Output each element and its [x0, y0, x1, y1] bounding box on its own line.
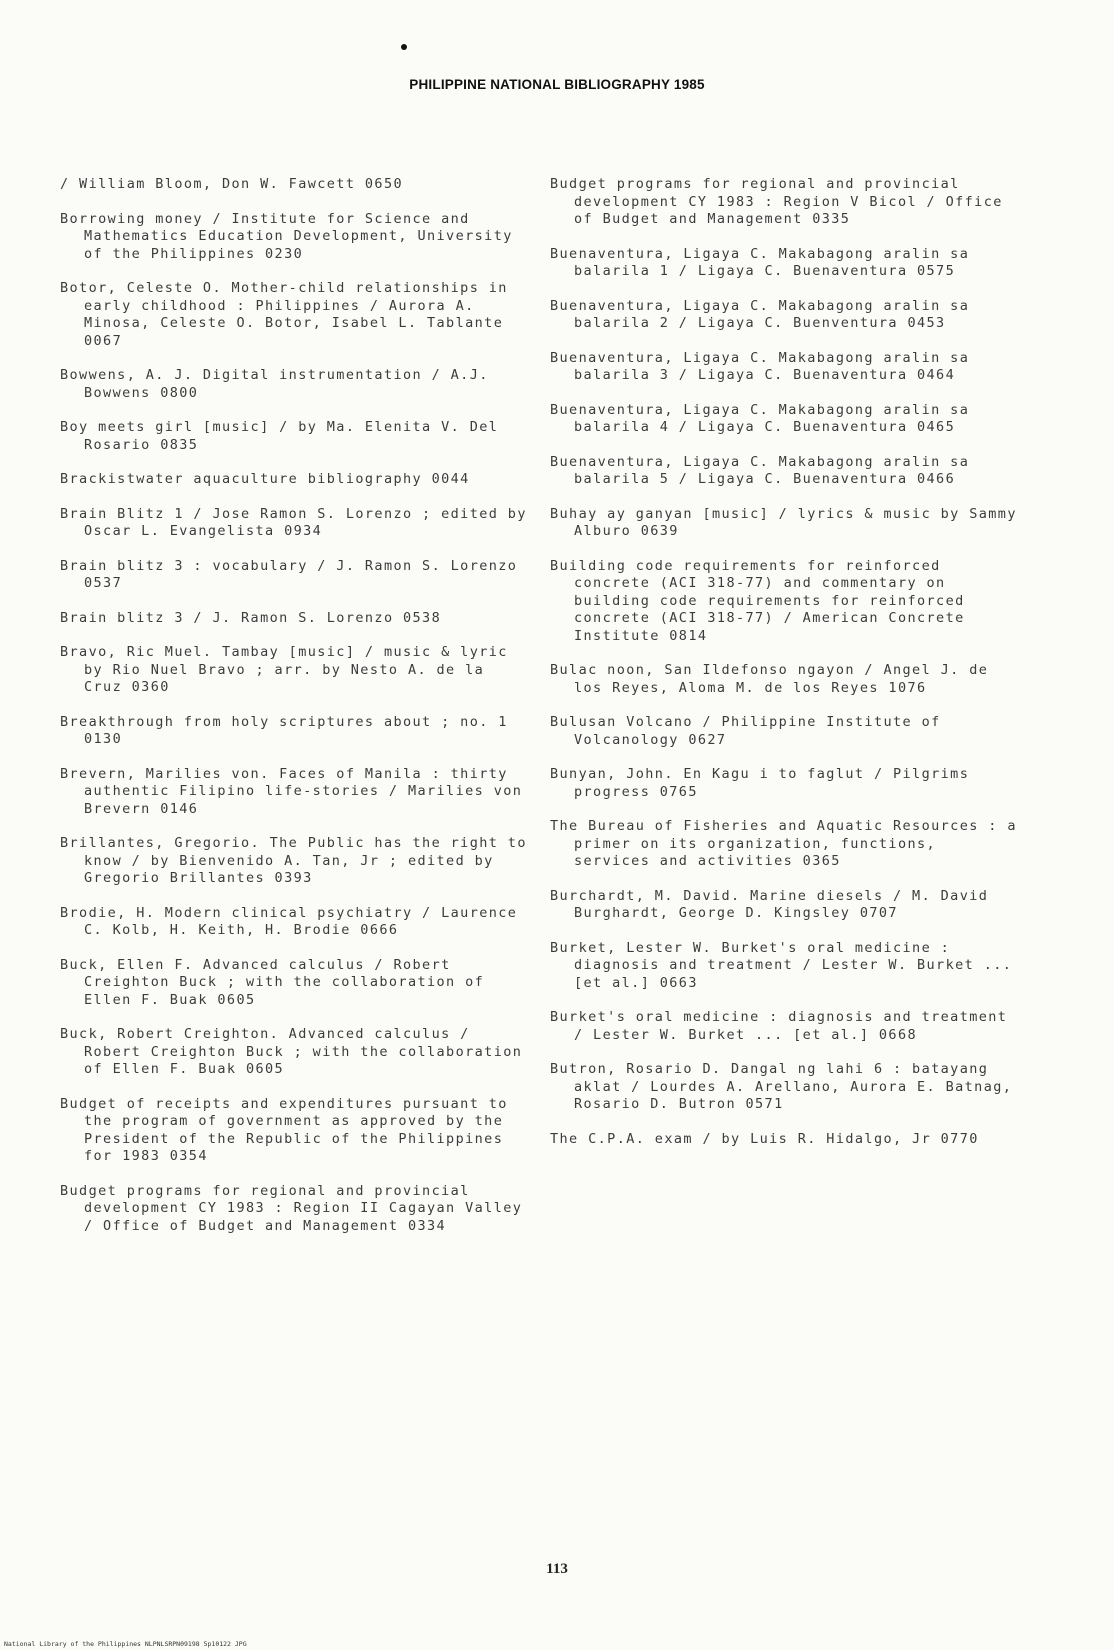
bibliography-entry: Brain Blitz 1 / Jose Ramon S. Lorenzo ; edited by Oscar L. Evangelista 0934: [60, 505, 537, 539]
bibliography-entry: Buenaventura, Ligaya C. Makabagong aralin sa balarila 2 / Ligaya C. Buenventura 0453: [550, 297, 979, 331]
page-number: 113: [546, 1561, 568, 1577]
bibliography-entry: Bravo, Ric Muel. Tambay [music] / music & lyric by Rio Nuel Bravo ; arr. by Nesto A. de la Cruz 0360: [60, 644, 518, 695]
bibliography-entry: Brillantes, Gregorio. The Public has the right to know / by Bienvenido A. Tan, Jr ; edited by Gregorio Brillantes 0393: [60, 835, 537, 886]
bibliography-entry: Brodie, H. Modern clinical psychiatry / Laurence C. Kolb, H. Keith, H. Brodie 0666: [60, 904, 527, 938]
bibliography-entry: Burket, Lester W. Burket's oral medicine : diagnosis and treatment / Lester W. Burket ... [et al.] 0663: [550, 939, 1022, 991]
bibliography-entry: Buhay ay ganyan [music] / lyrics & music by Sammy Alburo 0639: [550, 505, 1027, 539]
bibliography-entry: Butron, Rosario D. Dangal ng lahi 6 : batayang aklat / Lourdes A. Arellano, Aurora E. Batnag, Rosario D. Butron 0571: [550, 1061, 1022, 1112]
bibliography-entry: Bulusan Volcano / Philippine Institute of Volcanology 0627: [550, 714, 951, 748]
bibliography-entry: Building code requirements for reinforced concrete (ACI 318-77) and commentary on building code requirements for reinforced concrete (ACI 318-77) / American Concrete Institute 0814: [550, 557, 975, 644]
bibliography-entry: Botor, Celeste O. Mother-child relationships in early childhood : Philippines / Aurora A. Minosa, Celeste O. Botor, Isabel L. Tablante 0067: [60, 280, 518, 349]
ink-dot: [401, 44, 407, 50]
bibliography-entry: Bulac noon, San Ildefonso ngayon / Angel J. de los Reyes, Aloma M. de los Reyes 1076: [550, 662, 998, 696]
bibliography-entry: The C.P.A. exam / by Luis R. Hidalgo, Jr 0770: [550, 1130, 979, 1147]
bibliography-entry: Brain blitz 3 : vocabulary / J. Ramon S. Lorenzo 0537: [60, 557, 527, 591]
footer-credit: National Library of the Philippines NLPNLSRPN09198 5p10122 JPG: [4, 1640, 247, 1648]
bibliography-entry: Buenaventura, Ligaya C. Makabagong aralin sa balarila 5 / Ligaya C. Buenaventura 0466: [550, 453, 979, 487]
page-header: PHILIPPINE NATIONAL BIBLIOGRAPHY 1985: [409, 77, 705, 92]
bibliography-entry: Buenaventura, Ligaya C. Makabagong aralin sa balarila 1 / Ligaya C. Buenaventura 0575: [550, 245, 979, 279]
bibliography-entry: Burket's oral medicine : diagnosis and treatment / Lester W. Burket ... [et al.] 0668: [550, 1009, 1017, 1043]
bibliography-entry: Budget programs for regional and provincial development CY 1983 : Region II Cagayan Valley / Office of Budget and Management 0334: [60, 1182, 532, 1234]
bibliography-entry: Breakthrough from holy scriptures about ; no. 1 0130: [60, 713, 518, 747]
bibliography-entry: Buenaventura, Ligaya C. Makabagong aralin sa balarila 3 / Ligaya C. Buenaventura 0464: [550, 349, 979, 383]
bibliography-entry: Bunyan, John. En Kagu i to faglut / Pilgrims progress 0765: [550, 766, 979, 800]
bibliography-entry: Brackistwater aquaculture bibliography 0044: [60, 471, 470, 487]
bibliography-entry: Burchardt, M. David. Marine diesels / M. David Burghardt, George D. Kingsley 0707: [550, 887, 998, 921]
bibliography-entry: Buenaventura, Ligaya C. Makabagong aralin sa balarila 4 / Ligaya C. Buenaventura 0465: [550, 401, 979, 435]
bibliography-entry: Budget programs for regional and provincial development CY 1983 : Region V Bicol / Office of Budget and Management 0335: [550, 176, 1013, 227]
bibliography-entry: Borrowing money / Institute for Science and Mathematics Education Development, University of the Philippines 0230: [60, 210, 523, 262]
left-column: [60, 176, 537, 1252]
bibliography-entry: Buck, Ellen F. Advanced calculus / Robert Creighton Buck ; with the collaboration of Ellen F. Buak 0605: [60, 956, 494, 1008]
bibliography-entry: Budget of receipts and expenditures pursuant to the program of government as approved by the President of the Republic of the Philippines for 1983 0354: [60, 1095, 518, 1164]
bibliography-entry: The Bureau of Fisheries and Aquatic Resources : a primer on its organization, functions, services and activities 0365: [550, 818, 1027, 869]
bibliography-entry: Bowwens, A. J. Digital instrumentation / A.J. Bowwens 0800: [60, 367, 499, 401]
bibliography-entry: Boy meets girl [music] / by Ma. Elenita V. Del Rosario 0835: [60, 419, 508, 453]
bibliography-entry: Buck, Robert Creighton. Advanced calculus / Robert Creighton Buck ; with the collaboration of Ellen F. Buak 0605: [60, 1026, 532, 1077]
bibliography-entry: Brain blitz 3 / J. Ramon S. Lorenzo 0538: [60, 609, 442, 626]
right-column: [550, 176, 1027, 1165]
bibliography-entry: Brevern, Marilies von. Faces of Manila : thirty authentic Filipino life-stories / Marilies von Brevern 0146: [60, 765, 532, 817]
bibliography-entry: / William Bloom, Don W. Fawcett 0650: [60, 176, 403, 192]
